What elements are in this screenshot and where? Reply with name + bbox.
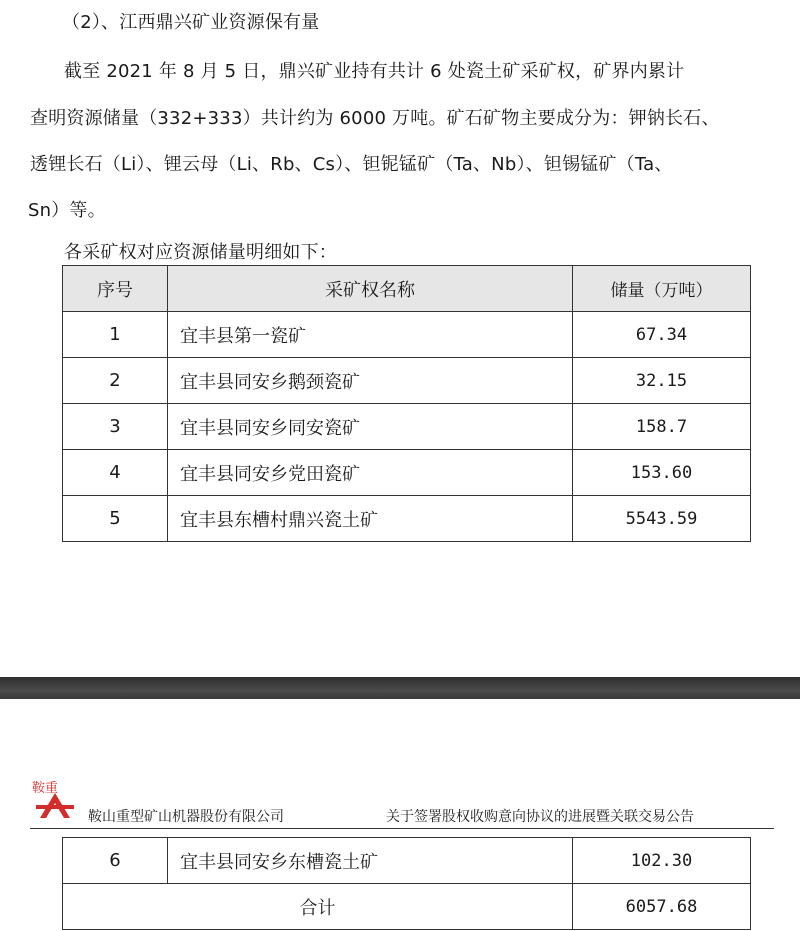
header-name: 采矿权名称 <box>168 266 573 312</box>
row-name: 宜丰县同安乡党田瓷矿 <box>180 463 360 485</box>
reserves-table-continued <box>62 837 751 930</box>
row-name: 宜丰县同安乡鹅颈瓷矿 <box>180 371 360 393</box>
row-value: 5543.59 <box>573 496 751 542</box>
table-row <box>63 496 751 542</box>
table-intro: 各采矿权对应资源储量明细如下： <box>64 242 337 263</box>
row-value: 67.34 <box>573 312 751 358</box>
row-name: 宜丰县东槽村鼎兴瓷土矿 <box>180 509 378 531</box>
paragraph-line-1: 截至 2021 年 8 月 5 日，鼎兴矿业持有共计 6 处瓷土矿采矿权，矿界内累计 <box>64 61 685 82</box>
paragraph-line-4: Sn）等。 <box>28 200 106 221</box>
company-logo-icon <box>30 778 80 822</box>
header-announcement-title: 关于签署股权收购意向协议的进展暨关联交易公告 <box>386 809 694 825</box>
header-index: 序号 <box>63 266 168 312</box>
table-header-row <box>63 266 751 312</box>
table-total-row <box>63 884 751 930</box>
row-value: 32.15 <box>573 358 751 404</box>
paragraph-line-3: 透锂长石（Li）、锂云母（Li、Rb、Cs）、钽铌锰矿（Ta、Nb）、钽锡锰矿（Ta、 <box>30 154 673 175</box>
header-company-name: 鞍山重型矿山机器股份有限公司 <box>88 809 284 825</box>
row-name: 宜丰县同安乡东槽瓷土矿 <box>180 851 378 873</box>
logo-text: 鞍重 <box>32 781 59 796</box>
table-row <box>63 312 751 358</box>
total-label: 合计 <box>63 884 573 930</box>
table-row <box>63 358 751 404</box>
table-row <box>63 838 751 884</box>
table-row <box>63 404 751 450</box>
header-rule <box>30 828 774 829</box>
row-value: 158.7 <box>573 404 751 450</box>
row-index: 2 <box>63 358 168 404</box>
reserves-table <box>62 265 751 542</box>
header-reserve: 储量（万吨） <box>573 266 751 312</box>
row-name: 宜丰县同安乡同安瓷矿 <box>180 417 360 439</box>
row-value: 102.30 <box>573 838 751 884</box>
page-divider <box>0 677 800 699</box>
row-index: 4 <box>63 450 168 496</box>
section-heading: （2）、江西鼎兴矿业资源保有量 <box>62 12 320 33</box>
row-index: 1 <box>63 312 168 358</box>
paragraph-line-2: 查明资源储量（332+333）共计约为 6000 万吨。矿石矿物主要成分为：钾钠长石、 <box>30 108 720 129</box>
table-row <box>63 450 751 496</box>
row-index: 3 <box>63 404 168 450</box>
row-value: 153.60 <box>573 450 751 496</box>
row-index: 5 <box>63 496 168 542</box>
total-value: 6057.68 <box>573 884 751 930</box>
row-index: 6 <box>63 838 168 884</box>
row-name: 宜丰县第一瓷矿 <box>180 325 306 347</box>
document-page-2 <box>0 700 800 931</box>
